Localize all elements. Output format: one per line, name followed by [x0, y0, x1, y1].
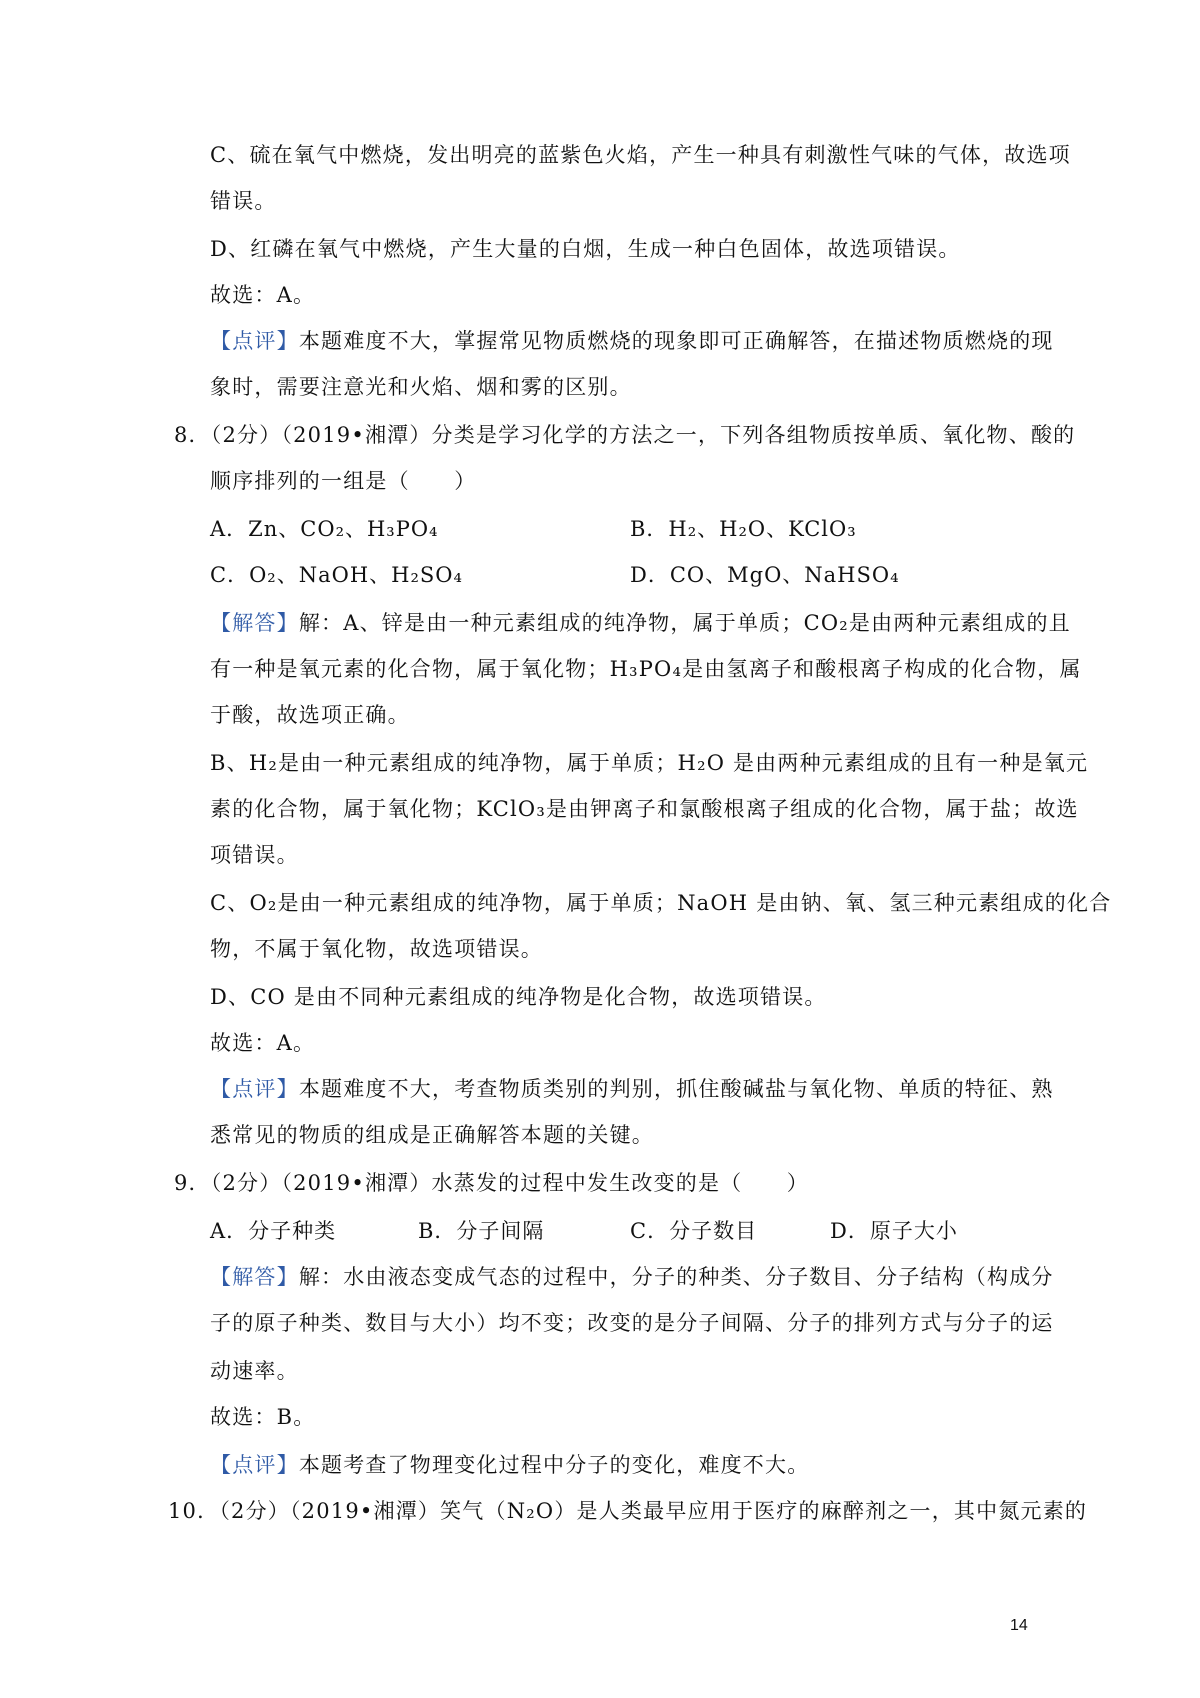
q8-option-b: B．H₂、H₂O、KClO₃ [630, 517, 857, 541]
page-number: 14 [1010, 1617, 1028, 1634]
q8-answer-line: B、H₂是由一种元素组成的纯净物，属于单质；H₂O 是由两种元素组成的且有一种是氧元 [210, 751, 1089, 775]
question-9-stem: 9．（2分）（2019•湘潭）水蒸发的过程中发生改变的是（ ） [174, 1171, 809, 1195]
q8-answer-line: 有一种是氧元素的化合物，属于氧化物；H₃PO₄是由氢离子和酸根离子构成的化合物，属 [210, 657, 1082, 681]
q9-answer-line: 故选：B。 [210, 1405, 316, 1429]
q8-answer-line: C、O₂是由一种元素组成的纯净物，属于单质；NaOH 是由钠、氧、氢三种元素组成的化合 [210, 891, 1112, 915]
comment-7: 【点评】本题难度不大，掌握常见物质燃烧的现象即可正确解答，在描述物质燃烧的现 [210, 329, 1054, 353]
question-10-stem: 10．（2分）（2019•湘潭）笑气（N₂O）是人类最早应用于医疗的麻醉剂之一，其中氮元素的 [168, 1499, 1088, 1523]
q8-comment-cont: 悉常见的物质的组成是正确解答本题的关键。 [210, 1123, 654, 1147]
answer-tag: 【解答】 [210, 1265, 299, 1289]
question-8-stem-cont: 顺序排列的一组是（ ） [210, 469, 477, 493]
q8-answer-line: 物，不属于氧化物，故选项错误。 [210, 937, 543, 961]
q8-option-d: D．CO、MgO、NaHSO₄ [630, 563, 900, 587]
q9-option-a: A．分子种类 [210, 1219, 337, 1243]
q8-answer-line: D、CO 是由不同种元素组成的纯净物是化合物，故选项错误。 [210, 985, 827, 1009]
q9-option-c: C．分子数目 [630, 1219, 758, 1243]
q8-comment: 【点评】本题难度不大，考查物质类别的判别，抓住酸碱盐与氧化物、单质的特征、熟 [210, 1077, 1054, 1101]
comment-7-cont: 象时，需要注意光和火焰、烟和雾的区别。 [210, 375, 632, 399]
q9-option-b: B．分子间隔 [418, 1219, 545, 1243]
comment-tag: 【点评】 [210, 1077, 299, 1101]
line-c-sulfur: C、硫在氧气中燃烧，发出明亮的蓝紫色火焰，产生一种具有刺激性气味的气体，故选项 [210, 143, 1071, 167]
q9-answer-line: 子的原子种类、数目与大小）均不变；改变的是分子间隔、分子的排列方式与分子的运 [210, 1311, 1054, 1335]
q8-option-a: A．Zn、CO₂、H₃PO₄ [210, 517, 439, 541]
q8-answer-line: 项错误。 [210, 843, 299, 867]
q9-option-d: D．原子大小 [830, 1219, 958, 1243]
line-c-cont: 错误。 [210, 189, 277, 213]
q8-answer-line: 素的化合物，属于氧化物；KClO₃是由钾离子和氯酸根离子组成的化合物，属于盐；故选 [210, 797, 1079, 821]
answer-tag: 【解答】 [210, 611, 299, 635]
comment-tag: 【点评】 [210, 329, 299, 353]
q9-answer: 【解答】解：水由液态变成气态的过程中，分子的种类、分子数目、分子结构（构成分 [210, 1265, 1054, 1289]
line-d-phosphorus: D、红磷在氧气中燃烧，产生大量的白烟，生成一种白色固体，故选项错误。 [210, 237, 961, 261]
comment-tag: 【点评】 [210, 1453, 299, 1477]
q8-answer-line: 于酸，故选项正确。 [210, 703, 410, 727]
q8-option-c: C．O₂、NaOH、H₂SO₄ [210, 563, 463, 587]
q8-answer-line: 故选：A。 [210, 1031, 316, 1055]
line-answer-7: 故选：A。 [210, 283, 316, 307]
q8-answer: 【解答】解：A、锌是由一种元素组成的纯净物，属于单质；CO₂是由两种元素组成的且 [210, 611, 1071, 635]
q9-answer-line: 动速率。 [210, 1359, 299, 1383]
question-8-stem: 8．（2分）（2019•湘潭）分类是学习化学的方法之一，下列各组物质按单质、氧化物、酸的 [174, 423, 1076, 447]
q9-comment: 【点评】本题考查了物理变化过程中分子的变化，难度不大。 [210, 1453, 810, 1477]
